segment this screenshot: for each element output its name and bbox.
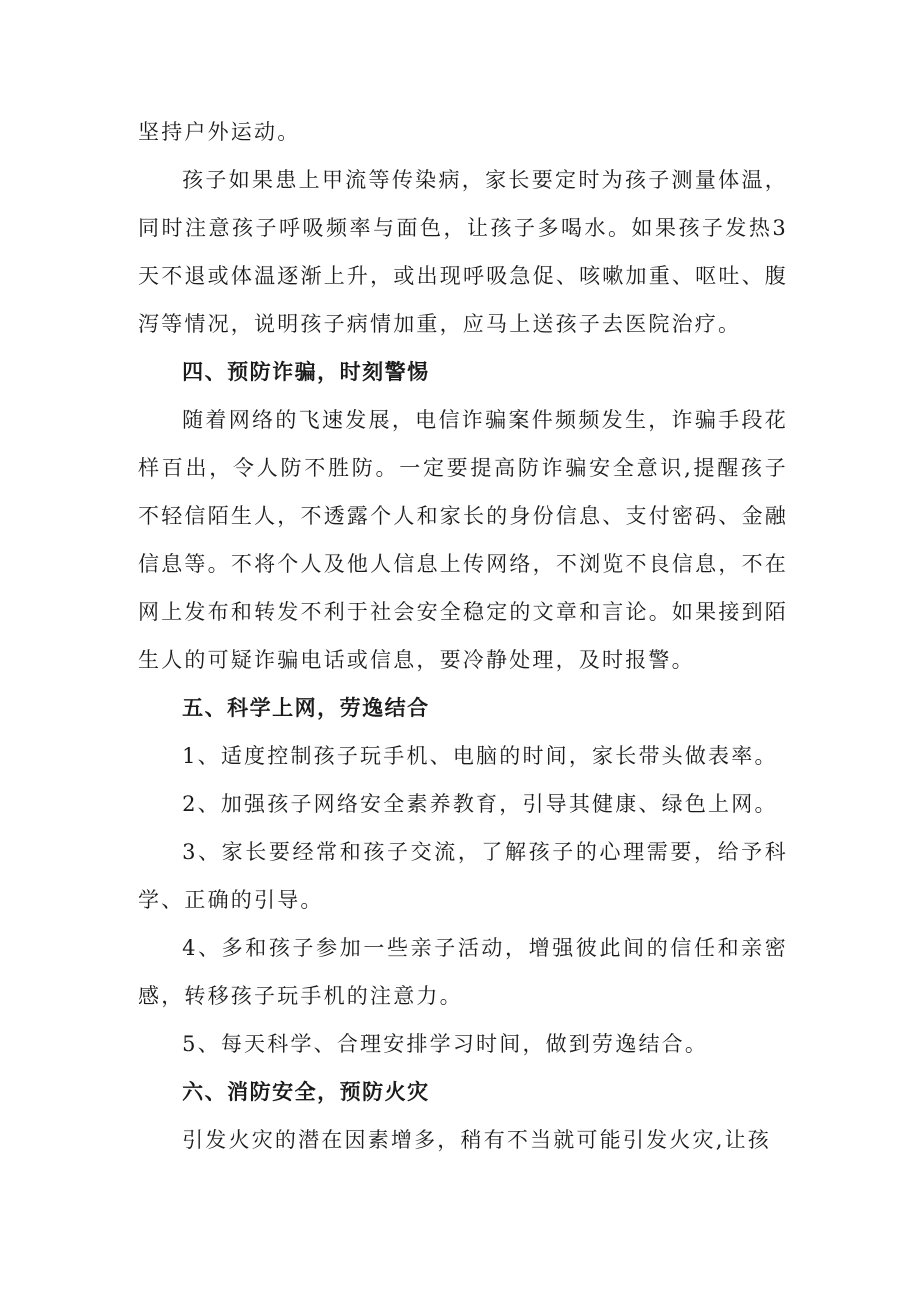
paragraph-fire-safety: 引发火灾的潜在因素增多，稍有不当就可能引发火灾,让孩	[182, 1128, 771, 1152]
paragraph-outdoor-exercise: 坚持户外运动。	[138, 120, 301, 144]
list-item-internet-5: 5、每天科学、合理安排学习时间，做到劳逸结合。	[182, 1032, 709, 1056]
section-heading-fraud-prevention: 四、预防诈骗，时刻警惕	[182, 360, 430, 384]
list-item-internet-1: 1、适度控制孩子玩手机、电脑的时间，家长带头做表率。	[182, 744, 778, 768]
paragraph-infectious-disease: 孩子如果患上甲流等传染病，家长要定时为孩子测量体温，同时注意孩子呼吸频率与面色，让孩子多喝水。如果孩子发热3天不退或体温逐渐上升，或出现呼吸急促、咳嗽加重、呕吐、腹泻等情况，说明孩子病情加重，应马上送孩子去医院治疗。	[138, 168, 788, 336]
list-item-internet-3: 3、家长要经常和孩子交流，了解孩子的心理需要，给予科学、正确的引导。	[138, 840, 788, 912]
section-heading-fire-safety: 六、消防安全，预防火灾	[182, 1080, 430, 1104]
paragraph-fraud-prevention: 随着网络的飞速发展，电信诈骗案件频频发生，诈骗手段花样百出，令人防不胜防。一定要提高防诈骗安全意识,提醒孩子不轻信陌生人，不透露个人和家长的身份信息、支付密码、金融信息等。不将个人及他人信息上传网络，不浏览不良信息，不在网上发布和转发不利于社会安全稳定的文章和言论。如果接到陌生人的可疑诈骗电话或信息，要冷静处理，及时报警。	[138, 408, 788, 672]
section-heading-internet-use: 五、科学上网，劳逸结合	[182, 696, 430, 720]
list-item-internet-4: 4、多和孩子参加一些亲子活动，增强彼此间的信任和亲密感，转移孩子玩手机的注意力。	[138, 936, 788, 1008]
list-item-internet-2: 2、加强孩子网络安全素养教育，引导其健康、绿色上网。	[182, 792, 778, 816]
document-body	[138, 108, 788, 1164]
